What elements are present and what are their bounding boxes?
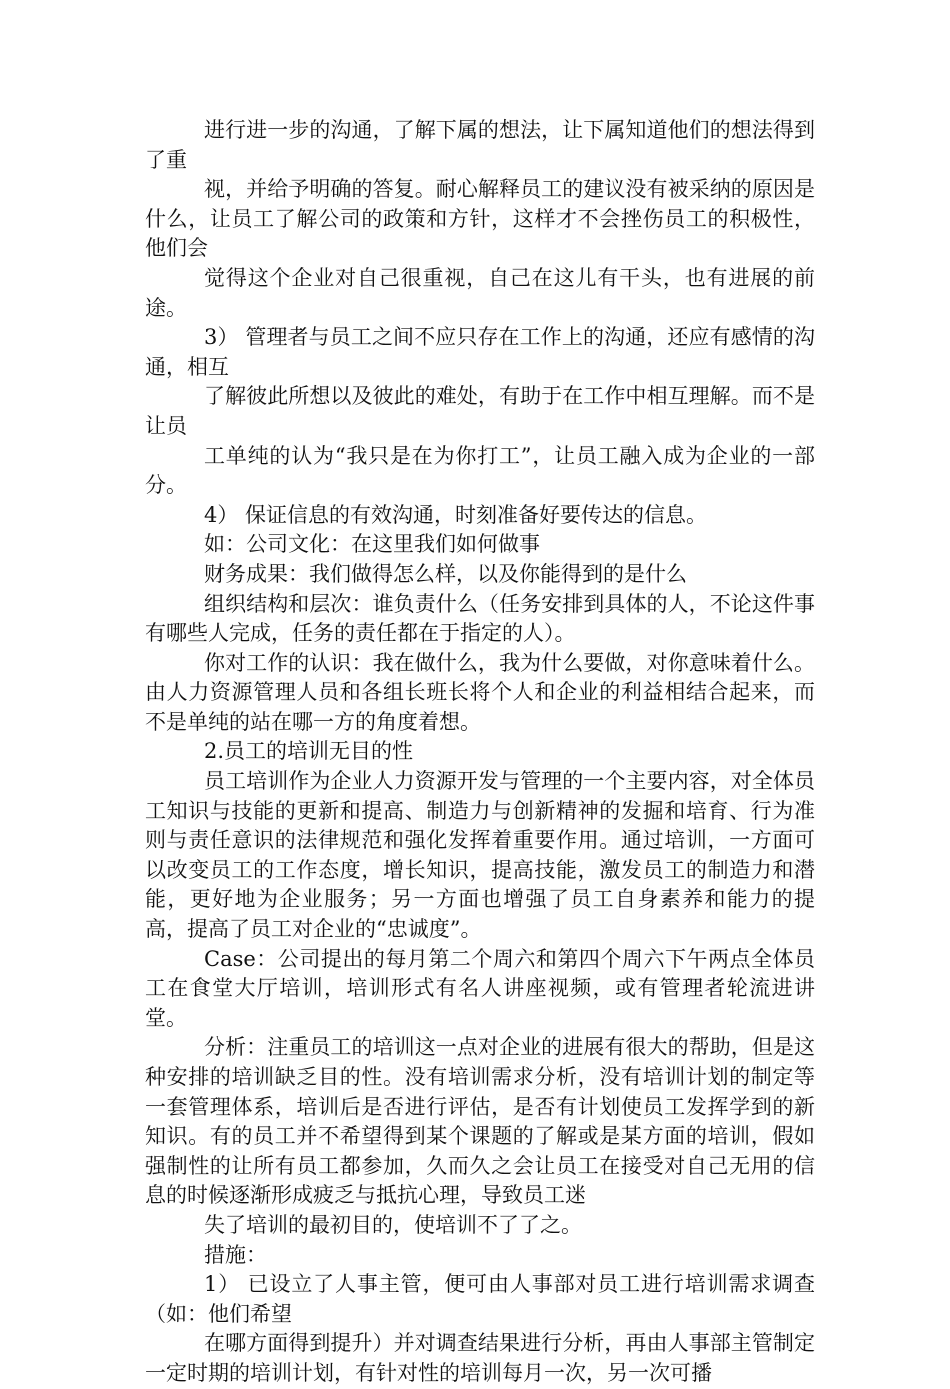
paragraph: 工单纯的认为“我只是在为你打工”，让员工融入成为企业的一部分。 <box>145 443 815 498</box>
paragraph: 如：公司文化：在这里我们如何做事 <box>204 532 540 557</box>
paragraph: 员工培训作为企业人力资源开发与管理的一个主要内容，对全体员工知识与技能的更新和提高、制造力与创新精神的发掘和培育、行为准则与责任意识的法律规范和强化发挥着重要作用。通过培训，一方面可以改变员工的工作态度，增长知识，提高技能，激发员工的制造力和潜能，更好地为企业服务；另一方面也增强了员工自身素养和能力的提高，提高了员工对企业的“忠诚度”。 <box>145 769 815 942</box>
paragraph: 1） 已设立了人事主管，便可由人事部对员工进行培训需求调查（如：他们希望 <box>145 1272 815 1326</box>
paragraph: 了解彼此所想以及彼此的难处，有助于在工作中相互理解。而不是让员 <box>145 384 815 438</box>
paragraph: 4） 保证信息的有效沟通，时刻准备好要传达的信息。 <box>204 502 708 527</box>
paragraph: 进行进一步的沟通，了解下属的想法，让下属知道他们的想法得到了重 <box>145 118 815 172</box>
paragraph: 觉得这个企业对自己很重视，自己在这儿有干头，也有进展的前途。 <box>145 265 815 320</box>
document-page <box>145 116 815 1389</box>
paragraph: 措施： <box>204 1242 267 1267</box>
paragraph: 视，并给予明确的答复。耐心解释员工的建议没有被采纳的原因是什么，让员工了解公司的政策和方针，这样才不会挫伤员工的积极性，他们会 <box>145 177 815 261</box>
paragraph: 在哪方面得到提升）并对调查结果进行分析，再由人事部主管制定一定时期的培训计划，有针对性的培训每月一次，另一次可播 <box>145 1331 815 1385</box>
paragraph: 3） 管理者与员工之间不应只存在工作上的沟通，还应有感情的沟通，相互 <box>145 325 815 379</box>
paragraph: 财务成果：我们做得怎么样，以及你能得到的是什么 <box>204 561 687 586</box>
paragraph: 你对工作的认识：我在做什么，我为什么要做，对你意味着什么。由人力资源管理人员和各组长班长将个人和企业的利益相结合起来，而不是单纯的站在哪一方的角度着想。 <box>145 650 815 734</box>
section-heading: 2.员工的培训无目的性 <box>204 739 414 764</box>
paragraph: Case：公司提出的每月第二个周六和第四个周六下午两点全体员工在食堂大厅培训，培训形式有名人讲座视频，或有管理者轮流进讲堂。 <box>145 946 815 1030</box>
paragraph: 失了培训的最初目的，使培训不了了之。 <box>204 1212 582 1237</box>
paragraph: 组织结构和层次：谁负责什么（任务安排到具体的人，不论这件事有哪些人完成，任务的责任都在于指定的人）。 <box>145 591 815 646</box>
paragraph: 分析：注重员工的培训这一点对企业的进展有很大的帮助，但是这种安排的培训缺乏目的性。没有培训需求分析，没有培训计划的制定等一套管理体系，培训后是否进行评估，是否有计划使员工发挥学到的新知识。有的员工并不希望得到某个课题的了解或是某方面的培训，假如强制性的让所有员工都参加，久而久之会让员工在接受对自己无用的信息的时候逐渐形成疲乏与抵抗心理，导致员工迷 <box>145 1035 815 1208</box>
